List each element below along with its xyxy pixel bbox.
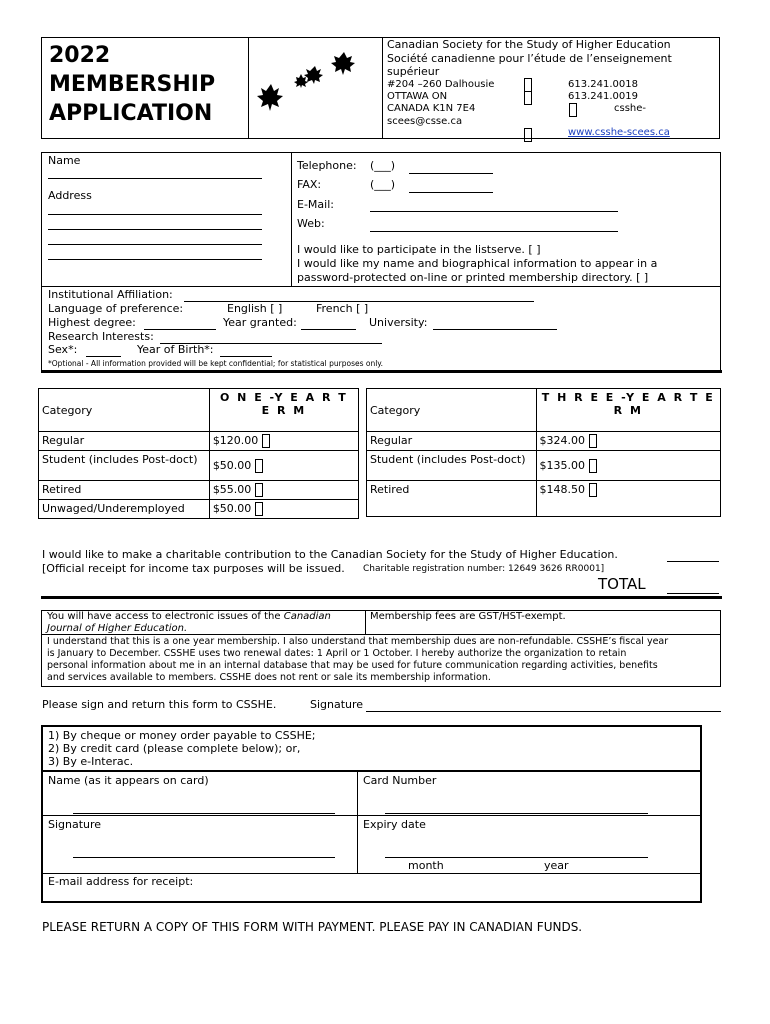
table-row [367, 481, 721, 517]
optional-note: *Optional - All information provided will be kept confidential; for statistical purposes only. [48, 359, 384, 368]
three-year-term-label: T H R E E -Y E A R T E R M [541, 391, 715, 417]
form-title [49, 41, 215, 128]
web-line[interactable] [370, 230, 618, 232]
fax-paren: (___) [370, 178, 396, 191]
card-name-line[interactable] [73, 812, 335, 814]
price-regular-three: $324.00 [539, 434, 586, 447]
org-website-link[interactable]: www.csshe-scees.ca [568, 127, 670, 138]
one-year-fees-table [38, 388, 359, 519]
row-price[interactable] [209, 481, 358, 500]
table-row [39, 389, 359, 432]
degree-line[interactable] [144, 328, 216, 330]
contribution-line[interactable] [667, 560, 719, 562]
org-email[interactable]: csshe- [614, 103, 647, 114]
understand-line-4: and services available to members. CSSHE does not rent or sale its membership information. [47, 672, 491, 683]
fax-icon [524, 91, 532, 105]
email-label: E-Mail: [297, 198, 334, 211]
total-line[interactable] [667, 592, 719, 594]
row-label: Retired [367, 481, 537, 517]
web-icon [524, 128, 532, 142]
checkbox-icon[interactable] [255, 459, 263, 473]
org-fax: 613.241.0019 [568, 91, 638, 102]
three-year-header [536, 389, 720, 432]
header-logo-box [249, 37, 382, 139]
org-name-fr: Société canadienne pour l’étude de l’enseignement supérieur [387, 52, 672, 78]
card-signature-line[interactable] [73, 856, 335, 858]
table-row [39, 500, 359, 519]
payment-option-1: 1) By cheque or money order payable to CSSHE; [48, 729, 316, 742]
table-row [367, 451, 721, 481]
payment-options-divider [41, 770, 702, 772]
checkbox-icon[interactable] [589, 459, 597, 473]
price-student-one: $50.00 [212, 458, 252, 472]
sex-label: Sex*: [48, 343, 78, 356]
fax-label: FAX: [297, 178, 322, 191]
understand-line-3: personal information about me in an internal database that may be used for future communication regarding activities, benefits [47, 660, 658, 671]
address-line-3[interactable] [48, 243, 262, 245]
address-line-4[interactable] [48, 258, 262, 260]
receipt-note: [Official receipt for income tax purposes will be issued. [42, 562, 345, 575]
org-address-3: CANADA K1N 7E4 [387, 103, 476, 114]
receipt-email-label[interactable]: E-mail address for receipt: [48, 875, 194, 888]
university-label: University: [369, 316, 428, 329]
category-header: Category [367, 389, 537, 432]
row-price[interactable] [209, 451, 358, 481]
row-price[interactable] [536, 481, 720, 517]
affiliation-bottom-rule [41, 370, 722, 373]
card-name-label: Name (as it appears on card) [48, 774, 209, 787]
payment-h-divider-1 [41, 815, 702, 816]
year-granted-line[interactable] [301, 328, 356, 330]
payment-option-2: 2) By credit card (please complete below); or, [48, 742, 301, 755]
journal-name: Journal of Higher Education. [47, 623, 188, 634]
listserve-option[interactable]: I would like to participate in the listserve. [ ] [297, 243, 541, 256]
maple-leaves-logo-icon [249, 38, 382, 138]
row-label: Regular [367, 432, 537, 451]
email-line[interactable] [370, 210, 618, 212]
telephone-paren: (___) [370, 159, 396, 172]
card-number-line[interactable] [385, 812, 648, 814]
signature-label: Signature [310, 698, 364, 711]
org-phone: 613.241.0018 [568, 79, 638, 90]
total-rule [41, 596, 722, 599]
understand-text [47, 636, 668, 684]
table-row [39, 432, 359, 451]
checkbox-icon[interactable] [262, 434, 270, 448]
sex-line[interactable] [86, 355, 121, 357]
table-row [367, 389, 721, 432]
university-line[interactable] [433, 328, 557, 330]
telephone-line[interactable] [409, 172, 493, 174]
price-regular-one: $120.00 [212, 434, 259, 447]
row-price[interactable] [209, 432, 358, 451]
research-label: Research Interests: [48, 330, 154, 343]
web-label: Web: [297, 217, 325, 230]
signature-line[interactable] [366, 710, 721, 712]
price-unwaged-one: $50.00 [212, 502, 252, 515]
org-email-cont: scees@csse.ca [387, 116, 463, 127]
header-title-box [41, 37, 249, 139]
expiry-line[interactable] [385, 856, 648, 858]
birth-label: Year of Birth*: [137, 343, 214, 356]
org-address-1: #204 –260 Dalhousie [387, 79, 495, 90]
row-label: Unwaged/Underemployed [39, 500, 210, 519]
address-line-1[interactable] [48, 213, 262, 215]
checkbox-icon[interactable] [255, 502, 263, 516]
expiry-label: Expiry date [363, 818, 426, 831]
return-instruction: Please sign and return this form to CSSHE. [42, 698, 277, 711]
total-label: TOTAL [598, 575, 646, 593]
year-granted-label: Year granted: [223, 316, 297, 329]
payment-option-3: 3) By e-Interac. [48, 755, 134, 768]
understand-line-2: is January to December. CSSHE uses two renewal dates: 1 April or 1 October. I hereby authorize the organization to retain [47, 648, 627, 659]
institution-label: Institutional Affiliation: [48, 288, 173, 301]
card-signature-label: Signature [48, 818, 102, 831]
table-row [39, 451, 359, 481]
telephone-label: Telephone: [297, 159, 357, 172]
row-price[interactable] [536, 451, 720, 481]
address-line-2[interactable] [48, 228, 262, 230]
charitable-number: Charitable registration number: 12649 3626 RR0001] [363, 564, 605, 574]
checkbox-icon[interactable] [255, 483, 263, 497]
footer-note: PLEASE RETURN A COPY OF THIS FORM WITH PAYMENT. PLEASE PAY IN CANADIAN FUNDS. [42, 920, 583, 934]
one-year-term-label: O N E -Y E A R T E R M [220, 391, 348, 417]
expiry-month: month [408, 859, 444, 872]
title-line-year: 2022 [49, 43, 111, 68]
card-number-label: Card Number [363, 774, 437, 787]
fax-line[interactable] [409, 191, 493, 193]
org-name-en: Canadian Society for the Study of Higher Education [387, 38, 671, 51]
understand-line-1: I understand that this is a one year membership. I also understand that membership dues are non-refundable. CSSHE’s fiscal year [47, 636, 669, 647]
price-retired-one: $55.00 [212, 483, 252, 496]
row-label: Student (includes Post-doct) [367, 451, 537, 481]
gst-note: Membership fees are GST/HST-exempt. [370, 611, 566, 622]
row-price[interactable] [209, 500, 358, 519]
row-label: Retired [39, 481, 210, 500]
english-option[interactable]: English [ ] [227, 302, 283, 315]
table-row [367, 432, 721, 451]
payment-v-divider [357, 771, 358, 874]
language-label: Language of preference: [48, 302, 184, 315]
directory-option-2[interactable]: password-protected on-line or printed membership directory. [ ] [297, 271, 649, 284]
journal-text: You will have access to electronic issues of the [47, 611, 281, 622]
terms-divider-v [365, 610, 366, 634]
journal-italic: Canadian [283, 611, 331, 622]
org-address-2: OTTAWA ON [387, 91, 448, 102]
checkbox-icon[interactable] [589, 483, 597, 497]
payment-h-divider-2 [41, 873, 702, 874]
email-icon [569, 103, 577, 117]
phone-icon [524, 78, 532, 92]
name-line[interactable] [48, 177, 262, 179]
price-student-three: $135.00 [539, 458, 586, 472]
title-line-application: APPLICATION [49, 101, 213, 126]
row-label: Regular [39, 432, 210, 451]
directory-option-1[interactable]: I would like my name and biographical information to appear in a [297, 257, 658, 270]
contribution-text: I would like to make a charitable contribution to the Canadian Society for the Study of Higher Education. [42, 548, 618, 561]
price-retired-three: $148.50 [539, 483, 586, 496]
one-year-header [209, 389, 358, 432]
row-label: Student (includes Post-doct) [39, 451, 210, 481]
checkbox-icon[interactable] [589, 434, 597, 448]
birth-line[interactable] [220, 355, 272, 357]
journal-access [47, 611, 363, 635]
name-label: Name [48, 154, 81, 167]
category-header: Category [39, 389, 210, 432]
expiry-year: year [544, 859, 569, 872]
three-year-fees-table [366, 388, 721, 517]
french-option[interactable]: French [ ] [316, 302, 369, 315]
title-line-membership: MEMBERSHIP [49, 72, 216, 97]
contact-left-box [41, 152, 292, 287]
degree-label: Highest degree: [48, 316, 136, 329]
row-price[interactable] [536, 432, 720, 451]
address-label: Address [48, 189, 92, 202]
table-row [39, 481, 359, 500]
